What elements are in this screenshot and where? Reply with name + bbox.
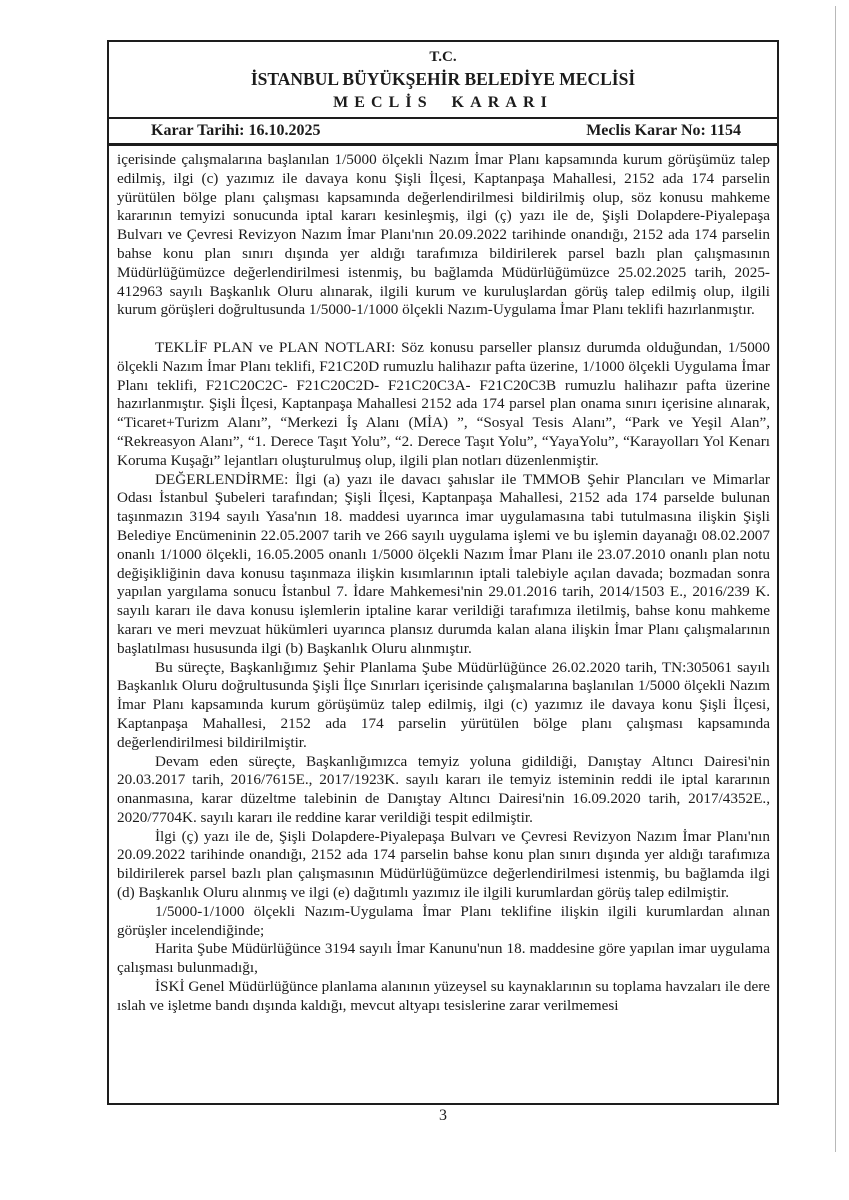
body-paragraph: İlgi (ç) yazı ile de, Şişli Dolapdere-Piyalepaşa Bulvarı ve Çevresi Revizyon Nazım İmar Planı'nın 20.09.2022 tarihinde onandığı, 2152 ada 174 parselin bahse konu plan sınırı dışında yer aldığı tarafımıza bildirilerek parsel bazlı plan çalışmasının Müdürlüğümüzce değerlendirilmesi istenmiş, bu bağlamda ilgi (d) Başkanlık Oluru alınmış ve ilgi (e) dağıtımlı yazımız ile ilgili kurumlardan görüş talep edilmiştir. [117, 827, 770, 902]
decision-document [107, 40, 779, 1105]
decision-date-label: Karar Tarihi: [151, 122, 245, 139]
document-type-title: MECLİS KARARI [333, 94, 553, 111]
scan-edge-artifact [835, 6, 836, 1152]
decision-date [151, 120, 321, 141]
document-header [109, 42, 777, 119]
page-number: 3 [439, 1107, 447, 1124]
decision-body-text [109, 146, 777, 1016]
decision-number-value: 1154 [709, 122, 741, 139]
republic-label: T.C. [429, 49, 457, 65]
body-paragraph: TEKLİF PLAN ve PLAN NOTLARI: Söz konusu parseller plansız durumda olduğundan, 1/5000 ölçekli Nazım İmar Planı teklifi, F21C20D rumuzlu halihazır pafta üzerine, 1/1000 ölçekli Uygulama İmar Planı teklifi, F21C20C2C- F21C20C2D- F21C20C3A- F21C20C3B rumuzlu halihazır pafta üzerine hazırlanmıştır. Şişli İlçesi, Kaptanpaşa Mahallesi 2152 ada 174 parsel plan onama sınırı içerisine alınarak, “Ticaret+Turizm Alanı”, “Merkezi İş Alanı (MİA) ”, “Sosyal Tesis Alanı”, “Park ve Yeşil Alan”, “Rekreasyon Alanı”, “1. Derece Taşıt Yolu”, “2. Derece Taşıt Yolu”, “YayaYolu”, “Karayolları Yol Kenarı Koruma Kuşağı” lejantları oluşturulmuş olup, ilgili plan notları düzenlenmiştir. [117, 338, 770, 469]
body-paragraph: 1/5000-1/1000 ölçekli Nazım-Uygulama İmar Planı teklifine ilişkin ilgili kurumlardan alınan görüşler incelendiğinde; [117, 902, 770, 939]
body-paragraph: içerisinde çalışmalarına başlanılan 1/5000 ölçekli Nazım İmar Planı kapsamında kurum görüşümüz talep edilmiş, ilgi (c) yazımız ile davaya konu Şişli İlçesi, Kaptanpaşa Mahallesi, 2152 ada 174 parselin yürütülen bölge planı çalışması kapsamında değerlendirilmesi bildirilmiş olup, söz konusu mahkeme kararının temyizi sonucunda iptal kararı kesinleşmiş, ilgi (ç) yazı ile de, Şişli Dolapdere-Piyalepaşa Bulvarı ve Çevresi Revizyon Nazım İmar Planı'nın 20.09.2022 tarihinde onandığı, 2152 ada 174 parselin bahse konu plan sınırı dışında yer aldığı tarafımıza bildirilerek parsel bazlı plan çalışmasının Müdürlüğümüzce değerlendirilmesi istenmiş, bu bağlamda Müdürlüğümüzce 25.02.2025 tarih, 2025-412963 sayılı Başkanlık Oluru alınarak, ilgili kurum ve kuruluşlardan görüş talep edilmiş olup, ilgili kurum görüşleri doğrultusunda 1/5000-1/1000 ölçekli Nazım-Uygulama İmar Planı teklifi hazırlanmıştır. [117, 151, 770, 319]
decision-date-value: 16.10.2025 [248, 122, 321, 139]
decision-number [586, 120, 741, 141]
body-paragraph: Devam eden süreçte, Başkanlığımızca temyiz yoluna gidildiği, Danıştay Altıncı Dairesi'nin 20.03.2017 tarih, 2016/7615E., 2017/1923K. sayılı kararı ile temyiz isteminin reddi ile iptal kararının onanmasına, karar düzeltme talebinin de Danıştay Altıncı Dairesi'nin 16.09.2020 tarih, 2017/4352E., 2020/7704K. sayılı kararı ile reddine karar verildiği tespit edilmiştir. [117, 752, 770, 826]
institution-name: İSTANBUL BÜYÜKŞEHİR BELEDİYE MECLİSİ [250, 69, 636, 89]
body-paragraph: DEĞERLENDİRME: İlgi (a) yazı ile davacı şahıslar ile TMMOB Şehir Plancıları ve Mimarlar Odası İstanbul Şubeleri tarafından; Şişli İlçesi, Kaptanpaşa Mahallesi, 2152 ada 174 parselde bulunan taşınmazın 3194 sayılı Yasa'nın 18. maddesi uyarınca imar uygulamasına tabi tutulmasına ilişkin Şişli Belediye Encümeninin 22.05.2007 tarih ve 266 sayılı uygulama işlemi ve bu işlemin dayanağı 08.02.2007 onanlı 1/1000 ölçekli, 16.05.2005 onanlı 1/5000 ölçekli Nazım İmar Planı ile 23.07.2010 onanlı plan notu değişikliğinin dava konusu taşınmaza ilişkin kısımlarının iptali talebiyle açılan davada; bozmadan sonra yapılan yargılama sonucu İstanbul 7. İdare Mahkemesi'nin 29.01.2016 tarih, 2014/1503 E., 2016/239 K. sayılı kararı ile dava konusu işlemlerin iptaline karar verildiği tarafımıza iletilmiş, bahse konu mahkeme kararı ve meri mevzuat hükümleri uyarınca plansız durumda kalan alana ilişkin İmar Planı çalışmalarının başlatılması hususunda ilgi (b) Başkanlık Oluru alınmıştır. [117, 470, 770, 657]
body-paragraph: Harita Şube Müdürlüğünce 3194 sayılı İmar Kanunu'nun 18. maddesine göre yapılan imar uygulama çalışması bulunmadığı, [117, 940, 770, 977]
body-paragraph: Bu süreçte, Başkanlığımız Şehir Planlama Şube Müdürlüğünce 26.02.2020 tarih, TN:305061 sayılı Başkanlık Oluru doğrultusunda Şişli İlçe Sınırları içerisinde çalışmalarına başlanılan 1/5000 ölçekli Nazım İmar Planı kapsamında kurum görüşümüz talep edilmiş, ilgi (c) yazımız ile davaya konu Şişli İlçesi, Kaptanpaşa Mahallesi, 2152 ada 174 parselin yürütülen bölge planı çalışması kapsamında değerlendirilmesi bildirilmiştir. [117, 658, 770, 751]
body-paragraph: İSKİ Genel Müdürlüğünce planlama alanının yüzeysel su kaynaklarının su toplama havzaları ile dere ıslah ve işletme bandı dışında kaldığı, mevcut altyapı tesislerine zarar verilmemesi [117, 978, 770, 1014]
decision-meta-row [109, 119, 777, 146]
decision-number-label: Meclis Karar No: [586, 122, 706, 139]
